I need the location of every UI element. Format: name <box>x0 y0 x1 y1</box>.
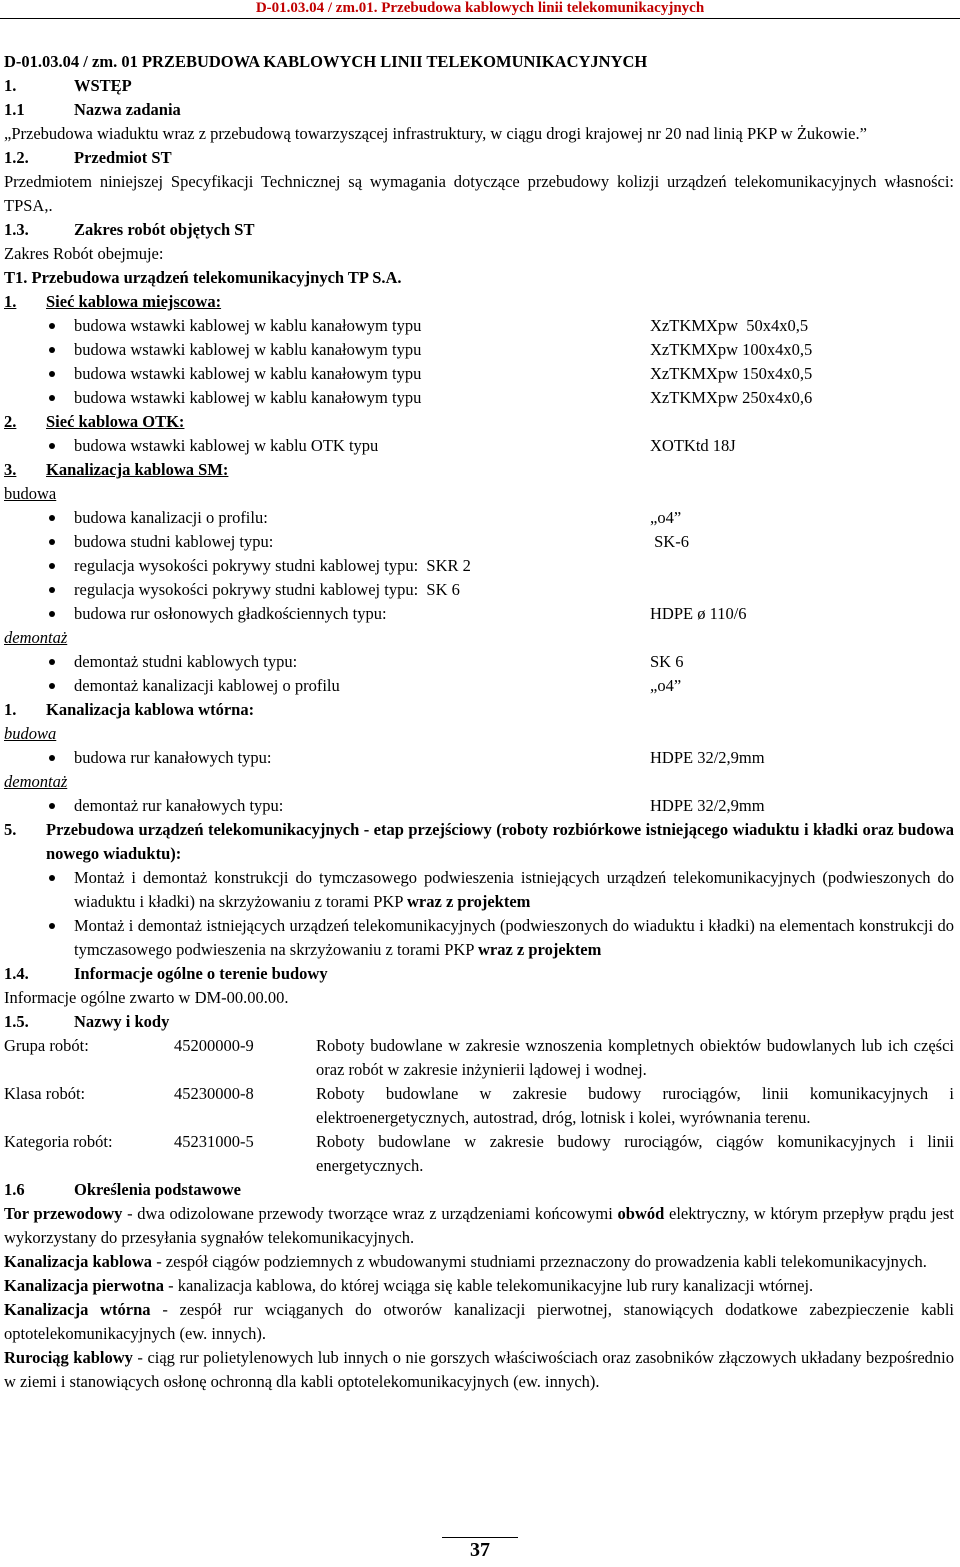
code-description: Roboty budowlane w zakresie budowy rurociągów, linii komunikacyjnych i elektroenergetycznych, autostrad, dróg, lotnisk i kolei, wyrównania terenu. <box>316 1084 954 1127</box>
item-text: Montaż i demontaż konstrukcji do tymczasowego podwieszenia istniejących urządzeń telekomunikacyjnych (podwieszonych do wiaduktu i kładki) na skrzyżowaniu z torami PKP <box>74 868 954 911</box>
section-title: Zakres robót objętych ST <box>74 220 255 239</box>
subject-text: Przedmiotem niniejszej Specyfikacji Technicznej są wymagania dotyczące przebudowy kolizji urządzeń telekomunikacyjnych własności: TPSA,. <box>4 172 954 215</box>
item-text: budowa kanalizacji o profilu: <box>74 508 268 527</box>
bullet-icon <box>44 434 74 458</box>
item-text: Montaż i demontaż istniejących urządzeń telekomunikacyjnych (podwieszonych do wiaduktu i kładki) na elementach konstrukcji do tymczasowego podwieszenia na skrzyżowaniu z torami PKP <box>74 916 954 959</box>
bullet-icon <box>44 866 74 914</box>
definition-term: Tor przewodowy <box>4 1204 123 1223</box>
subsection-heading <box>4 698 954 722</box>
code-row <box>4 1082 954 1130</box>
item-value: HDPE 32/2,9mm <box>650 748 765 767</box>
scope-t1: T1. Przebudowa urządzeń telekomunikacyjnych TP S.A. <box>4 268 402 287</box>
task-name-text: „Przebudowa wiaduktu wraz z przebudową towarzyszącej infrastruktury, w ciągu drogi krajowej nr 20 nad linią PKP w Żukowie.” <box>4 124 867 143</box>
bullet-icon <box>44 650 74 674</box>
list-item <box>4 506 954 530</box>
item-value: XzTKMXpw 100x4x0,5 <box>650 340 813 359</box>
list-item <box>4 314 954 338</box>
list-item <box>4 386 954 410</box>
page-number: 37 <box>470 1539 490 1561</box>
definition-text: - zespół ciągów podziemnych z wbudowanymi studniami przeznaczony do prowadzenia kabli telekomunikacyjnych. <box>152 1252 927 1271</box>
item-value: „o4” <box>650 508 682 527</box>
definition-text: - dwa odizolowane przewody tworzące wraz z urządzeniami końcowymi <box>122 1204 618 1223</box>
item-text: budowa rur kanałowych typu: <box>74 748 272 767</box>
section-1-6-heading <box>4 1178 954 1202</box>
list-item <box>4 602 954 626</box>
code-label: Grupa robót: <box>4 1036 89 1055</box>
subsection-number: 1. <box>4 292 17 311</box>
code-value: 45200000-9 <box>174 1036 254 1055</box>
item-text: budowa rur osłonowych gładkościennych typu: <box>74 604 387 623</box>
bullet-icon <box>44 914 74 962</box>
definition-term: Rurociąg kablowy <box>4 1348 133 1367</box>
section-title: Informacje ogólne o terenie budowy <box>74 964 328 983</box>
list-item <box>4 434 954 458</box>
bullet-icon <box>44 674 74 698</box>
scope-intro: Zakres Robót obejmuje: <box>4 244 164 263</box>
section-1-heading <box>4 74 954 98</box>
list-item <box>4 746 954 770</box>
list-item <box>4 866 954 914</box>
definition-text: elektryczny, w którym przepływ prądu jest wykorzystany do przesyłania sygnałów telekomunikacyjnych. <box>4 1204 955 1247</box>
doc-title: D-01.03.04 / zm. 01 PRZEBUDOWA KABLOWYCH LINII TELEKOMUNIKACYJNYCH <box>4 52 648 71</box>
bullet-icon <box>44 746 74 770</box>
subsection-number: 3. <box>4 460 17 479</box>
bullet-icon <box>44 794 74 818</box>
section-1-4-heading <box>4 962 954 986</box>
list-item <box>4 794 954 818</box>
header-rule <box>0 18 960 19</box>
definition-text: - kanalizacja kablowa, do której wciąga się kable telekomunikacyjne lub rury kanalizacji wtórnej. <box>163 1276 814 1295</box>
item-text: budowa wstawki kablowej w kablu OTK typu <box>74 436 379 455</box>
section-title: Nazwy i kody <box>74 1012 170 1031</box>
subsection-title: Sieć kablowa miejscowa: <box>46 292 222 311</box>
bullet-icon <box>44 578 74 602</box>
item-text: budowa wstawki kablowej w kablu kanałowym typu <box>74 316 422 335</box>
subsection-heading <box>4 458 954 482</box>
definition-text: - zespół rur wciąganych do otworów kanalizacji pierwotnej, stanowiących dodatkowe zabezpieczenie kabli optotelekomunikacyjnych (ew. innych). <box>4 1300 955 1343</box>
definition-term: Kanalizacja wtórna <box>4 1300 151 1319</box>
definition <box>4 1202 954 1250</box>
item-value <box>650 578 954 602</box>
code-label: Klasa robót: <box>4 1084 86 1103</box>
item-value: „o4” <box>650 676 682 695</box>
subsection-title: Przebudowa urządzeń telekomunikacyjnych - etap przejściowy (roboty rozbiórkowe istniejącego wiaduktu i kładki oraz budowa nowego wiaduktu): <box>46 820 954 863</box>
code-label: Kategoria robót: <box>4 1132 113 1151</box>
item-text: demontaż kanalizacji kablowej o profilu <box>74 676 340 695</box>
item-text: budowa wstawki kablowej w kablu kanałowym typu <box>74 388 422 407</box>
group-label-demontaz: demontaż <box>4 772 68 791</box>
subsection-title: Kanalizacja kablowa wtórna: <box>46 700 255 719</box>
definition-term: Kanalizacja pierwotna <box>4 1276 164 1295</box>
code-description: Roboty budowlane w zakresie wznoszenia kompletnych obiektów budowlanych lub ich części oraz robót w zakresie inżynierii lądowej i wodnej. <box>316 1036 954 1079</box>
item-text: budowa wstawki kablowej w kablu kanałowym typu <box>74 364 422 383</box>
item-value <box>650 554 954 578</box>
bullet-icon <box>44 386 74 410</box>
section-title: Przedmiot ST <box>74 148 172 167</box>
section-number: 1.1 <box>4 100 25 119</box>
subsection-heading <box>4 410 954 434</box>
item-value: XOTKtd 18J <box>650 436 736 455</box>
item-value: XzTKMXpw 250x4x0,6 <box>650 388 813 407</box>
item-emphasis: wraz z projektem <box>407 892 531 911</box>
subsection-heading <box>4 818 954 866</box>
code-description: Roboty budowlane w zakresie budowy rurociągów, ciągów komunikacyjnych i linii energetycznych. <box>316 1132 954 1175</box>
bullet-icon <box>44 362 74 386</box>
definition-emphasis: obwód <box>617 1204 665 1223</box>
group-label-budowa: budowa <box>4 724 57 743</box>
item-text: demontaż rur kanałowych typu: <box>74 796 284 815</box>
definition <box>4 1274 954 1298</box>
subsection-number: 5. <box>4 820 17 839</box>
definition <box>4 1346 954 1394</box>
item-value: HDPE 32/2,9mm <box>650 796 765 815</box>
code-row <box>4 1034 954 1082</box>
item-text: demontaż studni kablowych typu: <box>74 652 298 671</box>
group-label-budowa: budowa <box>4 484 57 503</box>
bullet-icon <box>44 506 74 530</box>
section-title: WSTĘP <box>74 76 132 95</box>
code-value: 45230000-8 <box>174 1084 254 1103</box>
item-value: SK 6 <box>650 652 684 671</box>
item-text: regulacja wysokości pokrywy studni kablowej typu: SKR 2 <box>74 556 471 575</box>
section-title: Określenia podstawowe <box>74 1180 241 1199</box>
list-item <box>4 650 954 674</box>
list-item <box>4 530 954 554</box>
section-1-5-heading <box>4 1010 954 1034</box>
item-value: HDPE ø 110/6 <box>650 604 747 623</box>
list-item <box>4 362 954 386</box>
list-item <box>4 674 954 698</box>
item-emphasis: wraz z projektem <box>477 940 602 959</box>
item-text: budowa studni kablowej typu: <box>74 532 274 551</box>
section-number: 1.5. <box>4 1012 29 1031</box>
subsection-heading <box>4 290 954 314</box>
item-value: XzTKMXpw 50x4x0,5 <box>650 316 809 335</box>
subsection-number: 1. <box>4 700 17 719</box>
section-number: 1.6 <box>4 1180 25 1199</box>
list-item <box>4 338 954 362</box>
subsection-number: 2. <box>4 412 17 431</box>
bullet-icon <box>44 338 74 362</box>
section-title: Nazwa zadania <box>74 100 181 119</box>
section-1-3-heading <box>4 218 954 242</box>
definition <box>4 1298 954 1346</box>
site-info-text: Informacje ogólne zwarto w DM-00.00.00. <box>4 988 289 1007</box>
definition-term: Kanalizacja kablowa <box>4 1252 153 1271</box>
definition-text: - ciąg rur polietylenowych lub innych o nie gorszych właściwościach oraz zasobników złączowych układany bezpośrednio w ziemi i stanowiących osłonę ochronną dla kabli optotelekomunikacyjnych (ew. innych). <box>4 1348 954 1391</box>
item-value: SK-6 <box>650 532 689 551</box>
item-text: regulacja wysokości pokrywy studni kablowej typu: SK 6 <box>74 580 460 599</box>
code-value: 45231000-5 <box>174 1132 254 1151</box>
section-number: 1. <box>4 76 17 95</box>
item-value: XzTKMXpw 150x4x0,5 <box>650 364 813 383</box>
section-number: 1.3. <box>4 220 29 239</box>
section-1-1-heading <box>4 98 954 122</box>
list-item <box>4 914 954 962</box>
subsection-title: Sieć kablowa OTK: <box>46 412 185 431</box>
section-number: 1.2. <box>4 148 29 167</box>
list-item <box>4 554 954 578</box>
bullet-icon <box>44 554 74 578</box>
subsection-title: Kanalizacja kablowa SM: <box>46 460 229 479</box>
group-label-demontaz: demontaż <box>4 628 68 647</box>
bullet-icon <box>44 314 74 338</box>
bullet-icon <box>44 602 74 626</box>
definition <box>4 1250 954 1274</box>
section-1-2-heading <box>4 146 954 170</box>
item-text: budowa wstawki kablowej w kablu kanałowym typu <box>74 340 422 359</box>
list-item <box>4 578 954 602</box>
code-row <box>4 1130 954 1178</box>
section-number: 1.4. <box>4 964 29 983</box>
document-body <box>4 50 954 1394</box>
running-header: D-01.03.04 / zm.01. Przebudowa kablowych linii telekomunikacyjnych <box>255 0 705 16</box>
bullet-icon <box>44 530 74 554</box>
